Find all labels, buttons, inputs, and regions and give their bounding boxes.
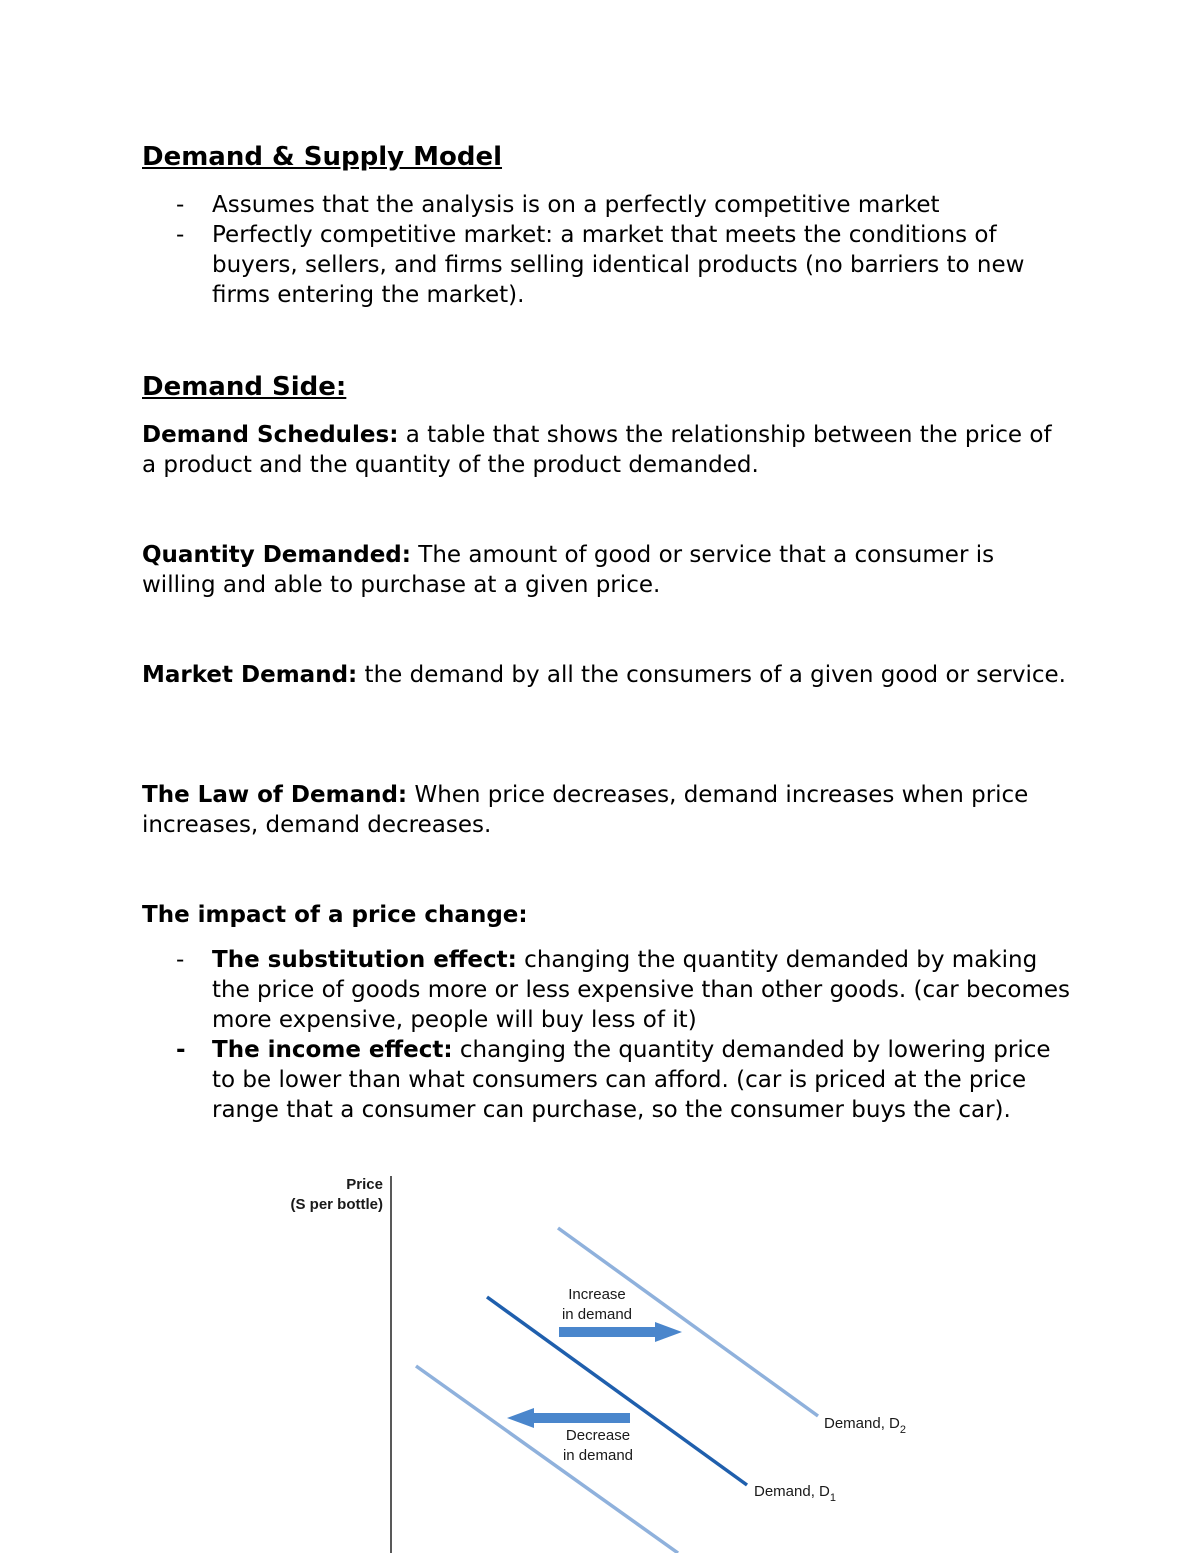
impact-heading-text: The impact of a price change: xyxy=(142,902,528,928)
section-title-model: Demand & Supply Model xyxy=(142,142,503,172)
impact-heading xyxy=(142,900,1072,930)
demand-shift-svg xyxy=(270,1168,950,1553)
decrease-label-line2: in demand xyxy=(562,1447,634,1464)
increase-label-line2: in demand xyxy=(561,1306,633,1323)
definition-term: Quantity Demanded: xyxy=(142,542,411,568)
curve-label-d2-subscript: 2 xyxy=(899,1424,906,1436)
curve-label-d2 xyxy=(824,1415,906,1436)
increase-arrow xyxy=(559,1322,682,1342)
bullet-text: Assumes that the analysis is on a perfectly competitive market xyxy=(212,192,940,218)
definition-law-of-demand xyxy=(142,780,1072,840)
effect-text: changing the quantity demanded by lowering price to be lower than what consumers can afford. (car is priced at the price range that a consumer can purchase, so the consumer buys the car). xyxy=(212,1037,1051,1123)
y-axis-label-line1: Price xyxy=(346,1176,383,1193)
bullet-dash: - xyxy=(176,947,185,973)
definition-term: Demand Schedules: xyxy=(142,422,399,448)
definition-text: When price decreases, demand increases when price increases, demand decreases. xyxy=(142,782,1029,838)
definition-term: The Law of Demand: xyxy=(142,782,408,808)
effect-term: The substitution effect: xyxy=(212,947,517,973)
section-title-demand-side: Demand Side: xyxy=(142,372,347,402)
definition-market-demand xyxy=(142,660,1072,690)
curve-label-d1-name: Demand, D xyxy=(754,1483,830,1500)
curve-label-d2-name: Demand, D xyxy=(824,1415,900,1432)
list-item xyxy=(142,220,1072,310)
definition-text: a table that shows the relationship between the price of a product and the quantity of the product demanded. xyxy=(142,422,1052,478)
effect-text: changing the quantity demanded by making the price of goods more or less expensive than other goods. (car becomes more expensive, people will buy less of it) xyxy=(212,947,1070,1033)
decrease-arrow-head xyxy=(507,1408,534,1428)
curve-label-d1-subscript: 1 xyxy=(829,1492,836,1504)
increase-label-line1: Increase xyxy=(568,1286,626,1303)
curve-label-d1 xyxy=(754,1483,836,1504)
decrease-arrow-shaft xyxy=(532,1413,630,1423)
decrease-arrow xyxy=(507,1408,630,1428)
definition-term: Market Demand: xyxy=(142,662,358,688)
list-item xyxy=(142,945,1072,1035)
demand-curve-decreased xyxy=(416,1366,678,1553)
definition-demand-schedules xyxy=(142,420,1072,480)
list-item xyxy=(142,190,1072,220)
bullet-dash: - xyxy=(176,222,185,248)
increase-arrow-shaft xyxy=(559,1327,657,1337)
definition-text: the demand by all the consumers of a given good or service. xyxy=(357,662,1066,688)
bullet-dash: - xyxy=(176,192,185,218)
list-item xyxy=(142,1035,1072,1125)
model-bullet-list xyxy=(142,190,1072,310)
definition-text: The amount of good or service that a consumer is willing and able to purchase at a given price. xyxy=(142,542,995,598)
bullet-dash: - xyxy=(176,1037,186,1063)
y-axis-label-line2: (S per bottle) xyxy=(290,1196,383,1213)
definition-quantity-demanded xyxy=(142,540,1072,600)
decrease-label-line1: Decrease xyxy=(565,1427,631,1444)
increase-arrow-head xyxy=(655,1322,682,1342)
bullet-text: Perfectly competitive market: a market that meets the conditions of buyers, sellers, and firms selling identical products (no barriers to new firms entering the market). xyxy=(212,222,1025,308)
effect-term: The income effect: xyxy=(212,1037,453,1063)
effects-bullet-list xyxy=(142,945,1072,1125)
demand-shift-chart xyxy=(270,1168,950,1553)
